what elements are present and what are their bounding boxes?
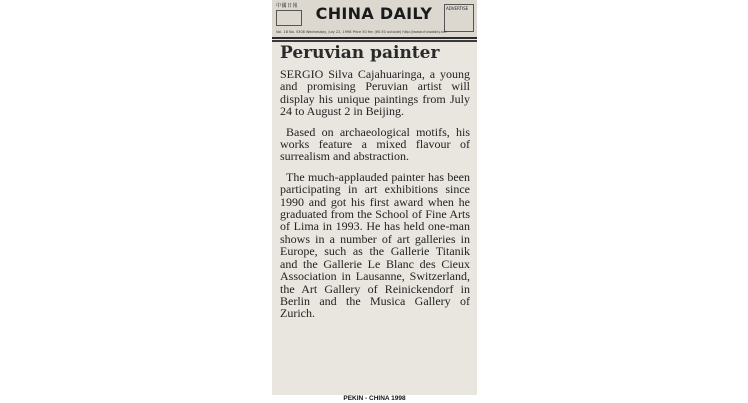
article-paragraph: The much-applauded painter has been participating in art exhibitions since 1990 and got his first award when he graduated from the School of Fine Arts of Lima in 1993. He has held one-man shows in a number of art galleries in Europe, such as the Gallerie Titanik and the Gallerie Le Blanc des Cieux Association in Lausanne, Switzerland, the Art Gallery of Reinickendorf in Berlin and the Musica Gallery of Zurich. <box>280 169 470 321</box>
masthead-title: CHINA DAILY <box>315 4 433 23</box>
article-headline: Peruvian painter <box>280 43 440 63</box>
masthead-logo <box>276 2 304 30</box>
masthead-logo-chinese: 中國日報 <box>276 3 299 9</box>
article-paragraph: Based on archaeological motifs, his works feature a mixed flavour of surrealism and abstraction. <box>280 124 470 164</box>
masthead-logo-box <box>276 10 302 26</box>
article-paragraph: SERGIO Silva Cajahuaringa, a young and promising Peruvian artist will display his unique paintings from July 24 to August 2 in Beijing. <box>280 67 470 119</box>
masthead-ad-box <box>444 4 474 32</box>
masthead <box>272 0 477 39</box>
masthead-info-line: Vol. 18 No. 5308 Wednesday, July 22, 1998 Price 50 fen (¥0.50 outside) http://www.chinadaily.net <box>276 30 447 34</box>
masthead-ad-label: ADVERTISE <box>446 6 469 11</box>
newspaper-clipping <box>272 0 477 395</box>
masthead-rule <box>272 40 477 42</box>
article-body <box>280 68 470 328</box>
clipping-caption: PEKIN - CHINA 1998 <box>343 395 406 402</box>
